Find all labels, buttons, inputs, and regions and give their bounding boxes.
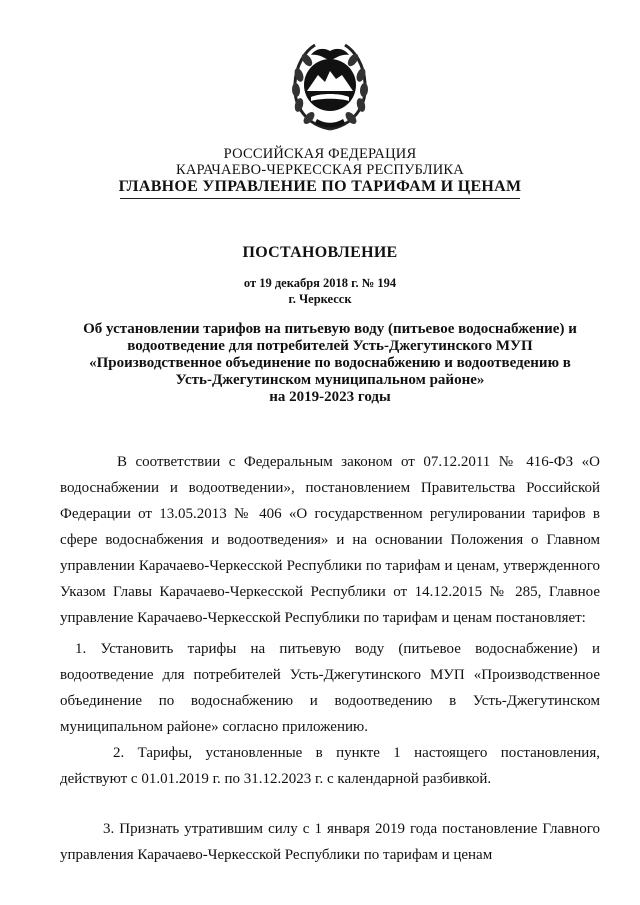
subject-line: водоотведение для потребителей Усть-Джегутинского МУП <box>127 338 533 354</box>
subject-line: на 2019-2023 годы <box>269 389 391 405</box>
coat-of-arms-icon <box>285 35 375 135</box>
document-type: ПОСТАНОВЛЕНИЕ <box>242 244 398 261</box>
preamble-paragraph: В соответствии с Федеральным законом от 07.12.2011 № 416-ФЗ «О водоснабжении и водоотведении», постановлением Правительства Российской Федерации от 13.05.2013 № 406 «О государственном регулировании тарифов в сфере водоснабжения и водоотведения» и на основании Положения о Главном управлении Карачаево-Черкесской Республики по тарифам и ценам, утвержденного Указом Главы Карачаево-Черкесской Республики от 14.12.2015 № 285, Главное управление Карачаево-Черкесской Республики по тарифам и ценам постановляет: <box>60 454 600 626</box>
document-subject <box>60 321 600 406</box>
header-divider <box>120 198 520 199</box>
agency-name: ГЛАВНОЕ УПРАВЛЕНИЕ ПО ТАРИФАМ И ЦЕНАМ <box>118 178 522 195</box>
document-city: г. Черкесск <box>288 292 352 306</box>
subject-line: «Производственное объединение по водоснабжению и водоотведению в <box>89 355 571 371</box>
country-name: РОССИЙСКАЯ ФЕДЕРАЦИЯ <box>223 146 417 162</box>
document-date-number: от 19 декабря 2018 г. № 194 <box>243 276 397 290</box>
clause-3-paragraph: 3. Признать утратившим силу с 1 января 2019 года постановление Главного управления Карачаево-Черкесской Республики по тарифам и ценам <box>60 821 600 863</box>
clause-1-paragraph: 1. Установить тарифы на питьевую воду (питьевое водоснабжение) и водоотведение для потребителей Усть-Джегутинского МУП «Производственное объединение по водоснабжению и водоотведению в Усть-Джегутинском муниципальном районе» согласно приложению. <box>60 641 600 735</box>
subject-line: Об установлении тарифов на питьевую воду (питьевое водоснабжение) и <box>83 321 577 337</box>
clause-2-paragraph: 2. Тарифы, установленные в пункте 1 настоящего постановления, действуют с 01.01.2019 г. по 31.12.2023 г. с календарной разбивкой. <box>60 745 600 787</box>
subject-line: Усть-Джегутинском муниципальном районе» <box>175 372 485 388</box>
republic-name: КАРАЧАЕВО-ЧЕРКЕССКАЯ РЕСПУБЛИКА <box>176 162 464 178</box>
